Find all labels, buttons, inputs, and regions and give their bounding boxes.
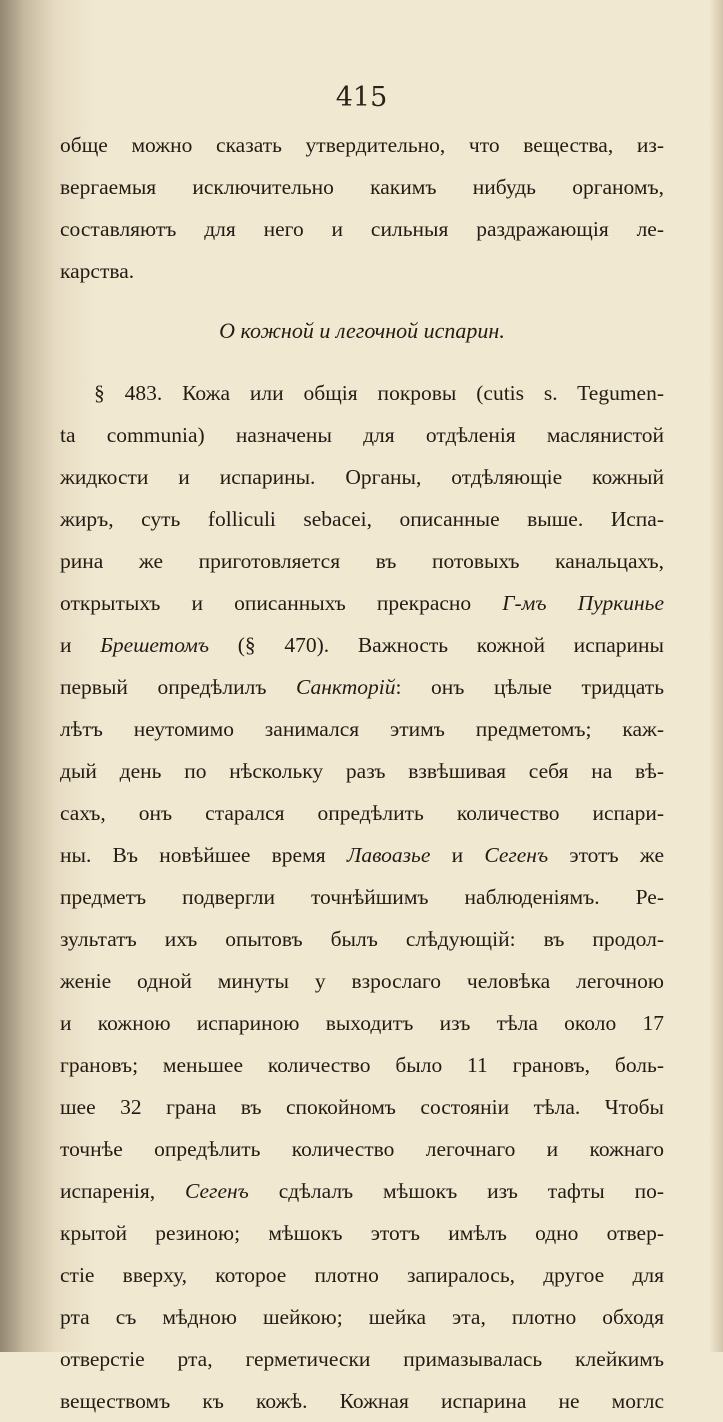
- text-line: § 483. Кожа или общія покровы (cutis s. Tegumen-: [94, 381, 664, 405]
- text-line: крытой резиною; мѣшокъ этотъ имѣлъ одно отвер-: [60, 1221, 664, 1245]
- text-line: [60, 1170, 664, 1212]
- text-line: зультатъ ихъ опытовъ былъ слѣдующій: въ продол-: [60, 927, 664, 951]
- text-line: веществомъ къ кожѣ. Кожная испарина не моглс: [60, 1389, 664, 1413]
- text-line: рина же приготовляется въ потовыхъ канальцахъ,: [60, 549, 664, 573]
- text-line: стіе вверху, которое плотно запиралось, другое для: [60, 1263, 664, 1287]
- text-line: [60, 834, 664, 876]
- text-line: лѣтъ неутомимо занимался этимъ предметомъ; каж-: [60, 717, 664, 741]
- text-line: предметъ подвергли точнѣйшимъ наблюденіямъ. Ре-: [60, 885, 664, 909]
- text-line: жиръ, суть folliculi sebacei, описанные выше. Испа-: [60, 507, 664, 531]
- text-line: карства.: [60, 259, 135, 283]
- page-text: [60, 124, 664, 1422]
- text-run: первый опредѣлилъ: [60, 675, 297, 699]
- text-line: жидкости и испарины. Органы, отдѣляющіе кожный: [60, 465, 664, 489]
- author-name: Санкторій: [296, 675, 396, 699]
- text-line: и кожною испариною выходитъ изъ тѣла около 17: [60, 1011, 664, 1035]
- text-line: обще можно сказать утвердительно, что вещества, из-: [60, 133, 664, 157]
- author-name: Сегенъ: [484, 843, 549, 867]
- text-line: вергаемыя исключительно какимъ нибудь органомъ,: [60, 175, 664, 199]
- text-line: составляютъ для него и сильныя раздражающія ле-: [60, 217, 664, 241]
- text-line: грановъ; меньшее количество было 11 грановъ, боль-: [60, 1053, 664, 1077]
- text-run: и: [430, 843, 485, 867]
- text-run: и: [60, 633, 101, 657]
- author-name: Лавоазье: [346, 843, 431, 867]
- text-line: ta communia) назначены для отдѣленія маслянистой: [60, 423, 664, 447]
- page-number: 415: [335, 82, 388, 113]
- text-line: шее 32 грана въ спокойномъ состояніи тѣла. Чтобы: [60, 1095, 664, 1119]
- text-run: : онъ цѣлые тридцать: [395, 675, 664, 699]
- text-line: точнѣе опредѣлить количество легочнаго и кожнаго: [60, 1137, 664, 1161]
- text-run: открытыхъ и описанныхъ прекрасно: [60, 591, 503, 615]
- text-run: этотъ же: [548, 843, 664, 867]
- text-run: испаренія,: [60, 1179, 186, 1203]
- section-483-paragraph: [60, 372, 664, 1422]
- paragraph-fragment: [60, 124, 664, 292]
- text-run: (§ 470). Важность кожной испарины: [209, 633, 664, 657]
- text-line: женіе одной минуты у взрослаго человѣка легочною: [60, 969, 664, 993]
- text-line: [60, 624, 664, 666]
- text-line: дый день по нѣскольку разъ взвѣшивая себя на вѣ-: [60, 759, 664, 783]
- text-line: [60, 666, 664, 708]
- author-name: Брешетомъ: [100, 633, 210, 657]
- text-line: отверстіе рта, герметически примазывалась клейкимъ: [60, 1347, 664, 1371]
- text-line: рта съ мѣдною шейкою; шейка эта, плотно обходя: [60, 1305, 664, 1329]
- section-heading: О кожной и легочной испарин.: [219, 318, 505, 343]
- author-name: Сегенъ: [185, 1179, 249, 1203]
- text-line: сахъ, онъ старался опредѣлить количество испари-: [60, 801, 664, 825]
- text-run: ны. Въ новѣйшее время: [60, 843, 347, 867]
- text-run: сдѣлалъ мѣшокъ изъ тафты по-: [248, 1179, 665, 1203]
- section-spacer: [60, 358, 664, 372]
- text-line: [60, 582, 664, 624]
- author-name: Г-мъ Пуркинье: [502, 591, 664, 615]
